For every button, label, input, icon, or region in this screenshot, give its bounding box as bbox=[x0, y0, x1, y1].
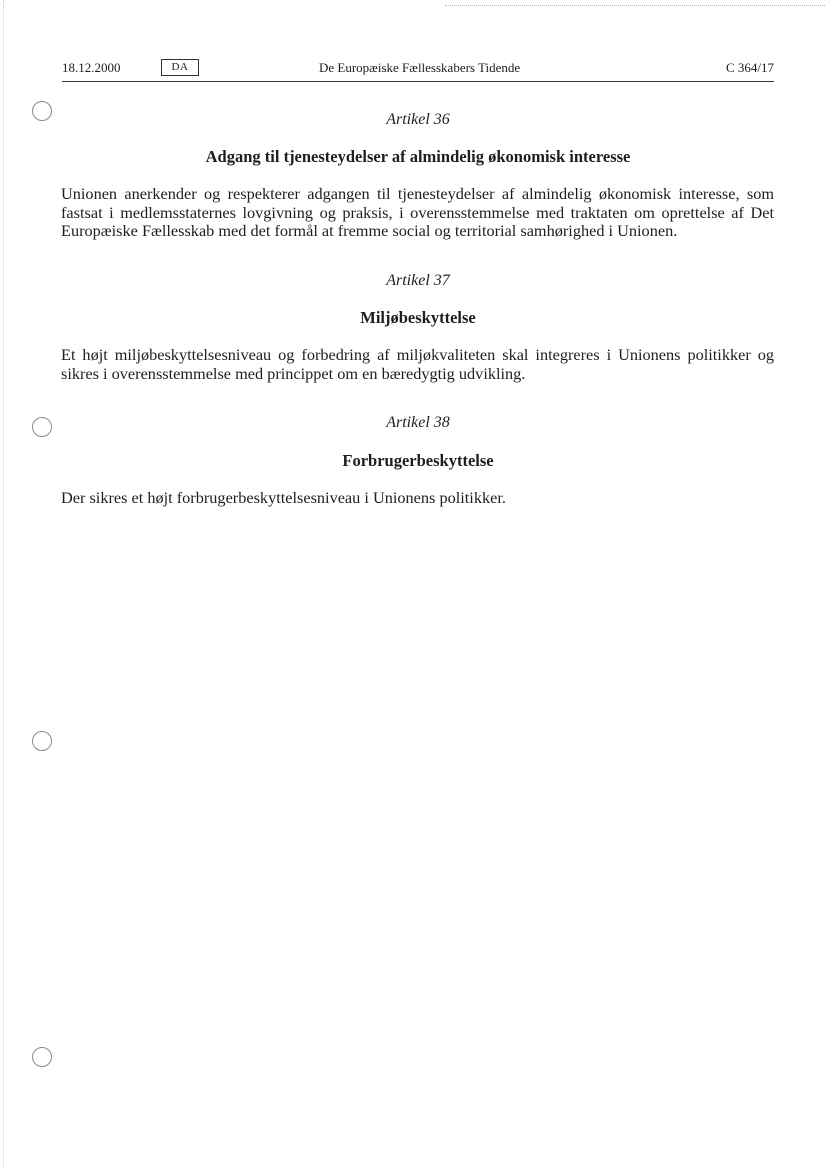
article-37-text: Et højt miljøbeskyttelsesniveau og forbedring af miljøkvaliteten skal integreres i Unionens politikker og sikres i overensstemmelse med princippet om en bæredygtig udvikling. bbox=[61, 345, 774, 383]
header-date: 18.12.2000 bbox=[62, 60, 121, 75]
punch-hole-icon bbox=[32, 1047, 52, 1067]
article-37-number: Artikel 37 bbox=[386, 272, 450, 289]
article-38-title: Forbrugerbeskyttelse bbox=[342, 451, 494, 470]
language-badge: DA bbox=[161, 59, 199, 76]
journal-title: De Europæiske Fællesskabers Tidende bbox=[319, 60, 521, 75]
article-36-title: Adgang til tjenesteydelser af almindelig økonomisk interesse bbox=[205, 147, 631, 166]
article-38-text: Der sikres et højt forbrugerbeskyttelsesniveau i Unionens politikker. bbox=[61, 488, 506, 507]
punch-hole-icon bbox=[32, 101, 52, 121]
punch-hole-icon bbox=[32, 731, 52, 751]
scan-edge-top bbox=[445, 5, 825, 6]
article-37-title: Miljøbeskyttelse bbox=[360, 308, 476, 327]
page-reference: C 364/17 bbox=[725, 60, 774, 75]
punch-hole-icon bbox=[32, 417, 52, 437]
header-rule bbox=[62, 81, 774, 82]
scan-edge-left bbox=[3, 0, 4, 1168]
article-36-number: Artikel 36 bbox=[386, 111, 450, 128]
article-36-text: Unionen anerkender og respekterer adgangen til tjenesteydelser af almindelig økonomisk interesse, som fastsat i medlemsstaternes lovgivning og praksis, i overensstemmelse med traktaten om oprettelse af Det Europæiske Fællesskab med det formål at fremme social og territorial samhørighed i Unionen. bbox=[61, 184, 774, 240]
article-38-number: Artikel 38 bbox=[386, 414, 450, 431]
page-header bbox=[62, 58, 774, 80]
